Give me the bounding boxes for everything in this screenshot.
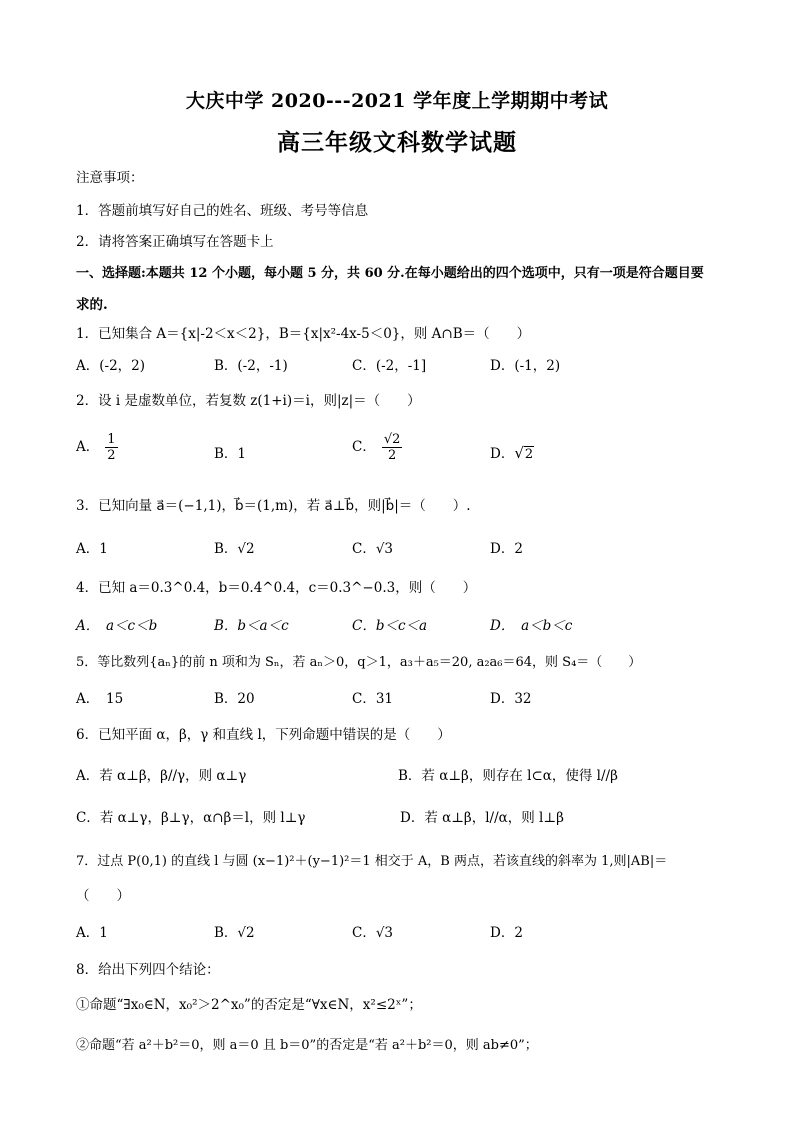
fraction — [382, 432, 403, 463]
question-8-stem: 8．给出下列四个结论： — [76, 962, 220, 978]
question-5-stem: 5．等比数列{aₙ}的前 n 项和为 Sₙ，若 aₙ＞0，q＞1，a₃＋a₅＝20, a₂a₆＝64，则 S₄＝（ ） — [76, 655, 642, 670]
fraction — [105, 432, 117, 463]
option-label: C． — [352, 439, 376, 455]
question-6-option-d: D．若 α⊥β，l//α，则 l⊥β — [400, 810, 564, 826]
question-5-option-c: C．31 — [352, 691, 394, 707]
question-4-option-d: D． a＜b＜c — [490, 618, 573, 634]
question-5-option-b: B．20 — [214, 691, 255, 707]
question-7-stem: 7．过点 P(0,1) 的直线 l 与圆 (x−1)²＋(y−1)²＝1 相交于 A，B 两点，若该直线的斜率为 1,则|AB|＝ — [76, 854, 668, 869]
question-6-option-a: A．若 α⊥β，β//γ，则 α⊥γ — [76, 768, 247, 784]
exam-subtitle: 高三年级文科数学试题 — [277, 129, 517, 156]
question-6-stem: 6．已知平面 α，β，γ 和直线 l，下列命题中错误的是（ ） — [76, 727, 451, 743]
denominator: 2 — [387, 448, 397, 463]
question-3-option-d: D．2 — [490, 541, 523, 557]
question-4-option-b: B．b＜a＜c — [214, 618, 289, 634]
exam-title: 大庆中学 2020---2021 学年度上学期期中考试 — [185, 90, 609, 112]
question-1-option-b: B．(-2，-1) — [214, 358, 288, 374]
question-2-option-c — [352, 432, 402, 463]
question-1-option-a: A．(-2，2) — [76, 358, 146, 374]
notes-heading: 注意事项： — [76, 170, 144, 186]
notes-item-1: 1．答题前填写好自己的姓名、班级、考号等信息 — [76, 203, 369, 219]
question-8-conclusion-2: ②命题“若 a²＋b²＝0，则 a＝0 且 b＝0”的否定是“若 a²＋b²＝0，则 ab≠0”； — [76, 1038, 538, 1053]
question-6-option-c: C．若 α⊥γ，β⊥γ，α∩β＝l，则 l⊥γ — [76, 810, 306, 826]
question-7-option-c: C．√3 — [352, 925, 394, 941]
radicand: 2 — [524, 447, 534, 462]
question-2-option-d — [490, 442, 534, 462]
question-3-stem: 3．已知向量 a⃗＝(−1,1)，b⃗＝(1,m)，若 a⃗⊥b⃗，则|b⃗|＝（ ）. — [76, 498, 471, 514]
question-6-option-b: B．若 α⊥β，则存在 l⊂α，使得 l//β — [398, 768, 618, 784]
question-1-option-d: D．(-1，2) — [490, 358, 561, 374]
question-5-option-d: D．32 — [490, 691, 532, 707]
section-heading-line-2: 求的. — [76, 297, 108, 313]
question-3-option-a: A．1 — [76, 541, 108, 557]
question-2-stem: 2．设 i 是虚数单位，若复数 z(1+i)＝i，则|z|＝（ ） — [76, 393, 421, 409]
question-4-option-c: C．b＜c＜a — [352, 618, 428, 634]
question-1-option-c: C．(-2，-1] — [352, 358, 427, 374]
numerator: 1 — [107, 432, 116, 447]
question-7-option-d: D．2 — [490, 925, 523, 941]
question-4-option-a: A． a＜c＜b — [76, 618, 158, 634]
radical — [514, 444, 534, 462]
section-heading-line-1: 一、选择题:本题共 12 个小题，每小题 5 分，共 60 分.在每小题给出的四个选项中，只有一项是符合题目要 — [76, 266, 704, 281]
question-3-option-b: B．√2 — [214, 541, 255, 557]
question-1-stem: 1．已知集合 A＝{x|-2＜x＜2}，B＝{x|x²-4x-5＜0}，则 A∩B＝（ ） — [76, 326, 531, 342]
option-label: D． — [490, 446, 515, 462]
option-label: A． — [76, 439, 100, 455]
question-7-option-b: B．√2 — [214, 925, 255, 941]
numerator: √2 — [383, 432, 401, 447]
question-4-stem: 4．已知 a＝0.3^0.4，b＝0.4^0.4，c＝0.3^−0.3，则（ ） — [76, 580, 477, 596]
question-7-answer-blank: （ ） — [76, 888, 130, 904]
notes-item-2: 2．请将答案正确填写在答题卡上 — [76, 234, 274, 250]
question-2-option-a — [76, 432, 118, 463]
question-5-option-a: A． 15 — [76, 691, 124, 707]
denominator: 2 — [107, 448, 116, 463]
question-7-option-a: A．1 — [76, 925, 108, 941]
radical-sign: √ — [514, 444, 524, 462]
question-2-option-b: B．1 — [214, 446, 247, 462]
question-3-option-c: C．√3 — [352, 541, 394, 557]
question-8-conclusion-1: ①命题“∃x₀∈N，x₀²＞2^x₀”的否定是“∀x∈N，x²≤2ˣ”； — [76, 997, 422, 1013]
